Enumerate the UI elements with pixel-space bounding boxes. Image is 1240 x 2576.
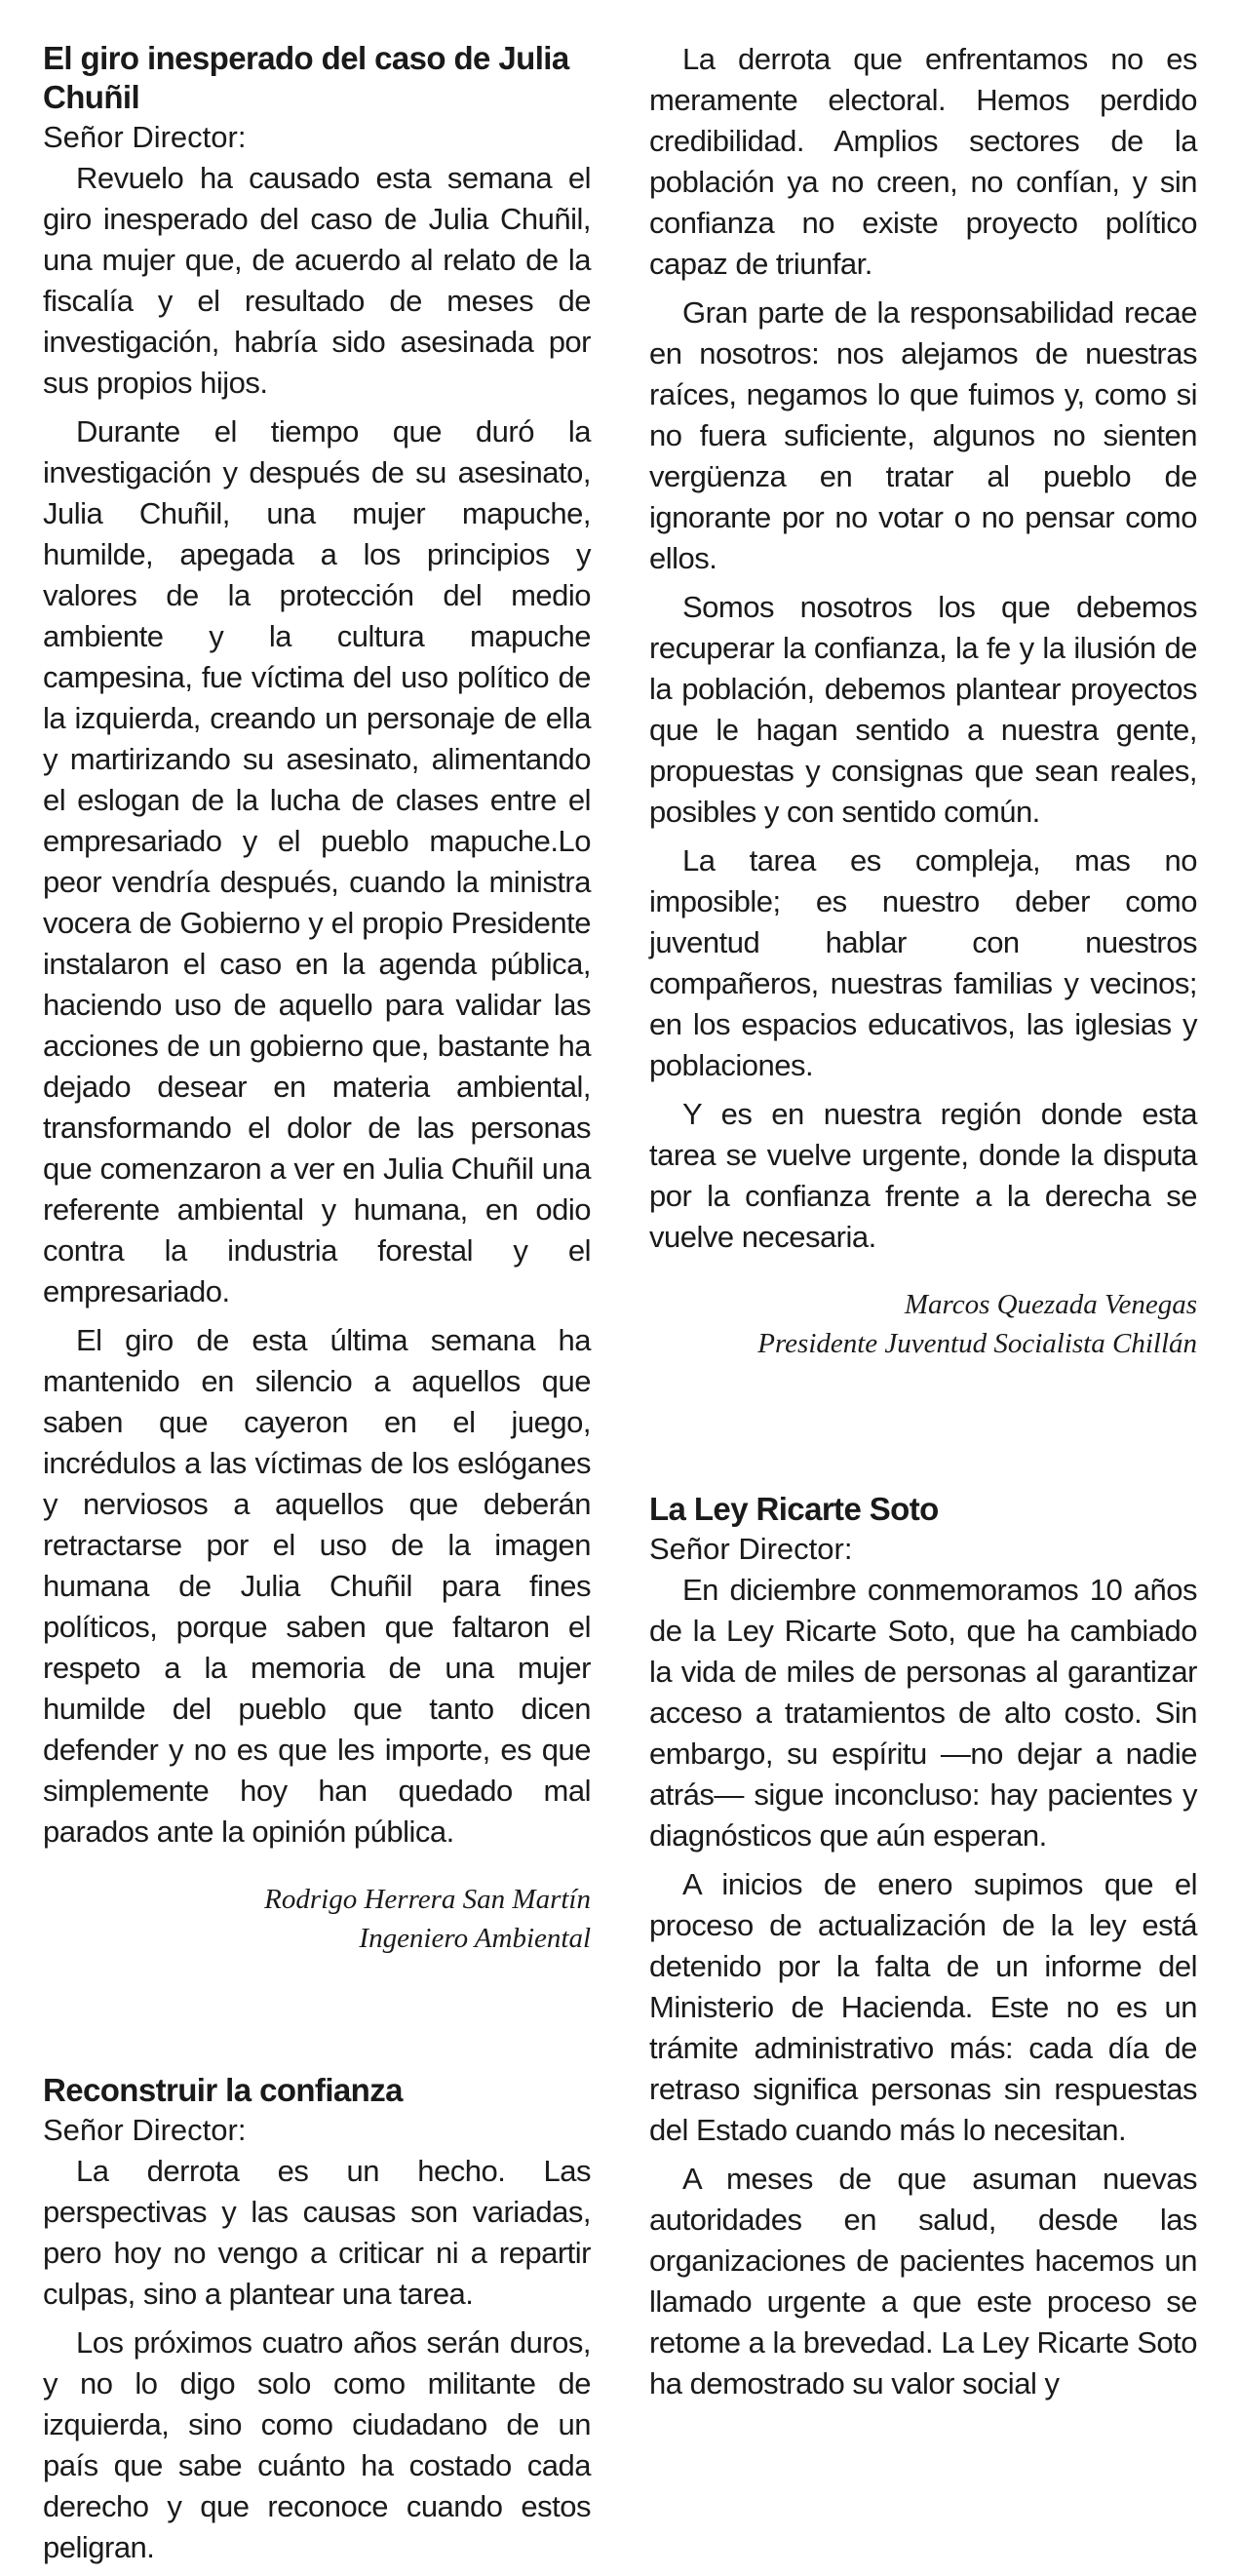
- signature-role: Presidente Juventud Socialista Chillán: [757, 1328, 1197, 1359]
- paragraph: La derrota que enfrentamos no es meramente electoral. Hemos perdido credibilidad. Amplios sectores de la población ya no creen, no confían, y sin confianza no existe proyecto político capaz de triunfar.: [649, 42, 1197, 281]
- salutation: Señor Director:: [43, 120, 247, 154]
- paragraph: Durante el tiempo que duró la investigación y después de su asesinato, Julia Chuñil, una mujer mapuche, humilde, apegada a los principios y valores de la protección del medio ambiente y la cultura mapuche campesina, fue víctima del uso político de la izquierda, creando un personaje de ella y martirizando su asesinato, alimentando el eslogan de la lucha de clases entre el empresariado y el pueblo mapuche.Lo peor vendría después, cuando la ministra vocera de Gobierno y el propio Presidente instalaron el caso en la agenda pública, haciendo uso de aquello para validar las acciones de un gobierno que, bastante ha dejado desear en materia ambiental, transformando el dolor de las personas que comenzaron a ver en Julia Chuñil una referente ambiental y humana, en odio contra la industria forestal y el empresariado.: [43, 414, 591, 1308]
- paragraph: Gran parte de la responsabilidad recae en nosotros: nos alejamos de nuestras raíces, negamos lo que fuimos y, como si no fuera suficiente, algunos no sienten vergüenza en tratar al pueblo de ignorante por no votar o no pensar como ellos.: [649, 295, 1197, 575]
- paragraph: La tarea es compleja, mas no imposible; es nuestro deber como juventud hablar con nuestros compañeros, nuestras familias y vecinos; en los espacios educativos, las iglesias y poblaciones.: [649, 843, 1197, 1082]
- paragraph: A inicios de enero supimos que el proceso de actualización de la ley está detenido por la falta de un informe del Ministerio de Hacienda. Este no es un trámite administrativo más: cada día de retraso significa personas sin respuestas del Estado cuando más lo necesitan.: [649, 1867, 1197, 2147]
- signature-block: [43, 1880, 591, 1958]
- letter-title: Reconstruir la confianza: [43, 2072, 403, 2108]
- paragraph: Revuelo ha causado esta semana el giro inesperado del caso de Julia Chuñil, una mujer que, de acuerdo al relato de la fiscalía y el resultado de meses de investigación, habría sido asesinada por sus propios hijos.: [43, 161, 591, 400]
- paragraph: En diciembre conmemoramos 10 años de la Ley Ricarte Soto, que ha cambiado la vida de miles de personas al garantizar acceso a tratamientos de alto costo. Sin embargo, su espíritu —no dejar a nadie atrás— sigue inconcluso: hay pacientes y diagnósticos que aún esperan.: [649, 1573, 1197, 1853]
- salutation: Señor Director:: [43, 2113, 247, 2147]
- signature-name: Marcos Quezada Venegas: [904, 1289, 1197, 1320]
- letter-ley-ricarte-soto: [649, 1490, 1197, 2404]
- letter-title: La Ley Ricarte Soto: [649, 1491, 939, 1527]
- signature-role: Ingeniero Ambiental: [359, 1923, 591, 1954]
- paragraph: La derrota es un hecho. Las perspectivas y las causas son variadas, pero hoy no vengo a criticar ni a repartir culpas, sino a plantear una tarea.: [43, 2154, 591, 2311]
- right-column: [649, 39, 1197, 2412]
- salutation: Señor Director:: [649, 1532, 853, 1566]
- paragraph: A meses de que asuman nuevas autoridades en salud, desde las organizaciones de pacientes hacemos un llamado urgente a que este proceso se retome a la brevedad. La Ley Ricarte Soto ha demostrado su valor social y: [649, 2162, 1197, 2400]
- letter-title: El giro inesperado del caso de Julia Chuñil: [43, 40, 569, 115]
- letter-reconstruir-confianza-part2: [649, 39, 1197, 1363]
- letter-julia-chunil: [43, 39, 591, 1958]
- left-column: [43, 39, 591, 2576]
- paragraph: El giro de esta última semana ha mantenido en silencio a aquellos que saben que cayeron en el juego, incrédulos a las víctimas de los eslóganes y nerviosos a aquellos que deberán retractarse por el uso de la imagen humana de Julia Chuñil para fines políticos, porque saben que faltaron el respeto a la memoria de una mujer humilde del pueblo que tanto dicen defender y no es que les importe, es que simplemente hoy han quedado mal parados ante la opinión pública.: [43, 1323, 591, 1849]
- letter-reconstruir-confianza-part1: [43, 2071, 591, 2568]
- paragraph: Los próximos cuatro años serán duros, y no lo digo solo como militante de izquierda, sino como ciudadano de un país que sabe cuánto ha costado cada derecho y que reconoce cuando estos peligran.: [43, 2325, 591, 2564]
- paragraph: Somos nosotros los que debemos recuperar la confianza, la fe y la ilusión de la población, debemos plantear proyectos que le hagan sentido a nuestra gente, propuestas y consignas que sean reales, posibles y con sentido común.: [649, 590, 1197, 829]
- signature-block: [649, 1285, 1197, 1363]
- signature-name: Rodrigo Herrera San Martín: [264, 1884, 591, 1915]
- paragraph: Y es en nuestra región donde esta tarea se vuelve urgente, donde la disputa por la confianza frente a la derecha se vuelve necesaria.: [649, 1097, 1197, 1254]
